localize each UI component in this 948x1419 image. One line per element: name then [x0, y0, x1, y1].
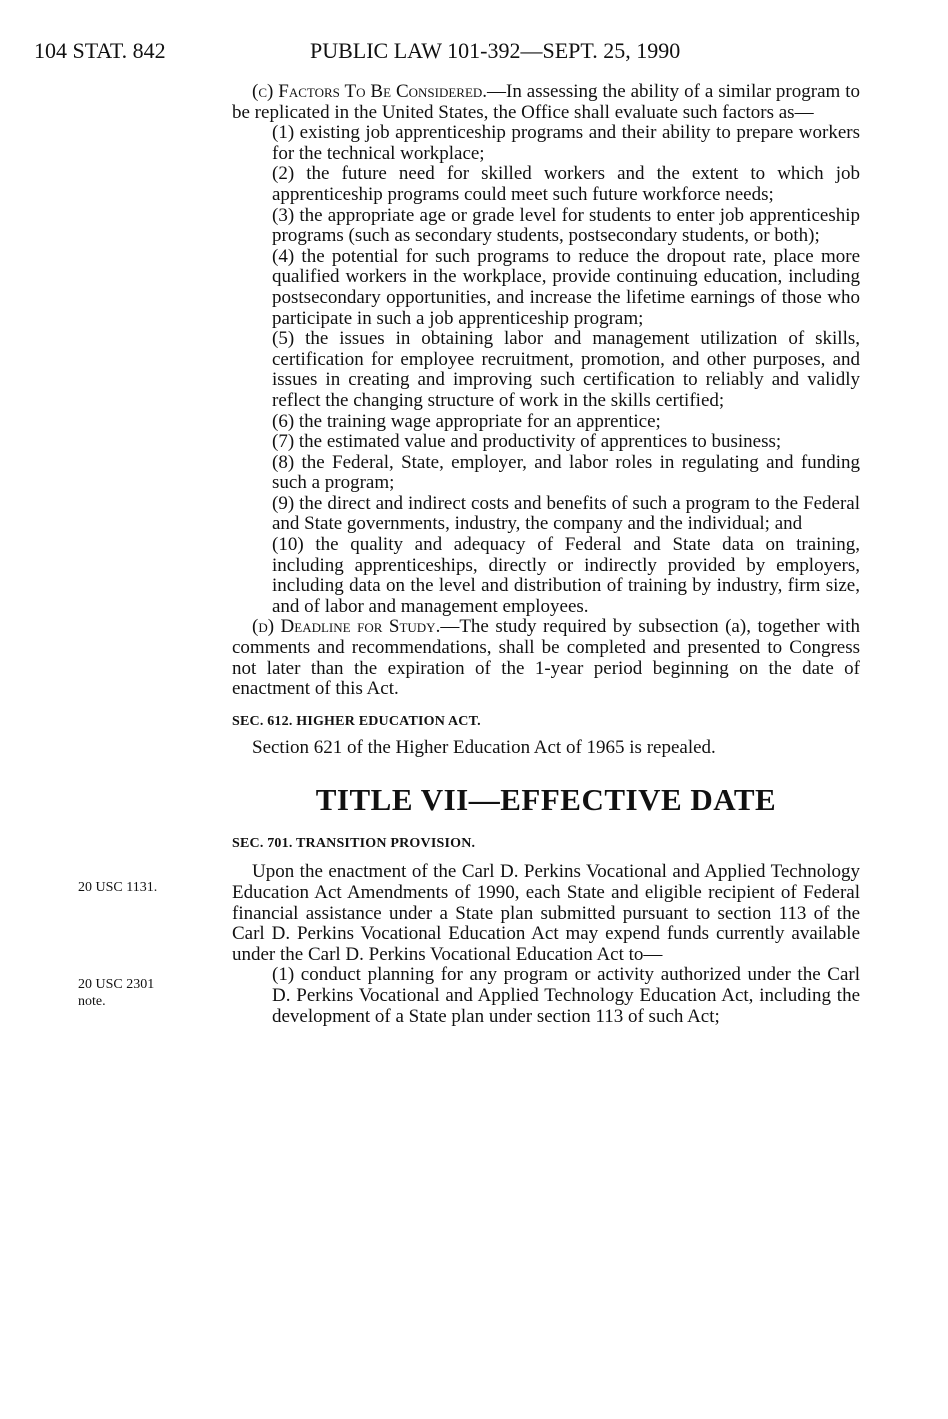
statute-page-number: 104 STAT. 842	[34, 38, 166, 63]
subsection-c	[232, 82, 860, 123]
page-header	[34, 36, 914, 66]
factor-item: (8) the Federal, State, employer, and labor roles in regulating and funding such a program;	[272, 451, 860, 494]
section-701-text: Upon the enactment of the Carl D. Perkins Vocational and Applied Technology Education Act Amendments of 1990, each State and eligible recipient of Federal financial assistance under a State plan submitted pursuant to section 113 of the Carl D. Perkins Vocational Education Act may expend funds currently available under the Carl D. Perkins Vocational Education Act to—	[232, 861, 860, 965]
title-vii-heading: TITLE VII—EFFECTIVE DATE	[315, 782, 777, 818]
subsection-d	[232, 617, 860, 699]
subsection-d-text: —The study required by subsection (a), together with comments and recommendations, shall be completed and presented to Congress not later than the expiration of the 1-year period beginning on the date of enactment of this Act.	[232, 616, 860, 700]
public-law-citation: PUBLIC LAW 101-392—SEPT. 25, 1990	[310, 38, 681, 63]
section-612-heading: SEC. 612. HIGHER EDUCATION ACT.	[232, 713, 481, 729]
body-text	[232, 82, 860, 1027]
margin-note-sec-612: 20 USC 1131.	[78, 880, 158, 895]
factor-item: (7) the estimated value and productivity of apprentices to business;	[272, 431, 782, 453]
subsection-c-label: (c) Factors To Be Considered.	[252, 81, 488, 102]
factor-item: (1) existing job apprenticeship programs and their ability to prepare workers for the technical workplace;	[272, 122, 860, 164]
factor-item: (3) the appropriate age or grade level for students to enter job apprenticeship programs (such as secondary students, postsecondary students, or both);	[272, 204, 860, 247]
factor-item: (6) the training wage appropriate for an apprentice;	[272, 410, 661, 432]
subsection-c-intro: —In assessing the ability of a similar program to be replicated in the United States, the Office shall evaluate such factors as—	[232, 81, 860, 123]
margin-note-line: 20 USC 2301	[78, 977, 155, 992]
transition-item: (1) conduct planning for any program or activity authorized under the Carl D. Perkins Vocational and Applied Technology Education Act, including the development of a State plan under section 113 of such Act;	[272, 964, 860, 1027]
margin-note-sec-701	[78, 976, 154, 1010]
factor-item: (2) the future need for skilled workers and the extent to which job apprenticeship programs could meet such future workforce needs;	[272, 163, 860, 205]
section-701-heading: SEC. 701. TRANSITION PROVISION.	[232, 836, 476, 852]
margin-note-line: note.	[78, 994, 106, 1009]
factor-item: (9) the direct and indirect costs and benefits of such a program to the Federal and State governments, industry, the company and the individual; and	[272, 492, 860, 535]
factor-item: (10) the quality and adequacy of Federal and State data on training, including apprenticeships, directly or indirectly provided by employers, including data on the level and distribution of training by industry, firm size, and of labor and management employees.	[272, 534, 860, 617]
factor-item: (4) the potential for such programs to reduce the dropout rate, place more qualified workers in the workplace, provide continuing education, including postsecondary opportunities, and increase the lifetime earnings of those who participate in such a job apprenticeship program;	[272, 245, 860, 329]
factor-item: (5) the issues in obtaining labor and management utilization of skills, certification for employee recruitment, promotion, and other purposes, and issues in creating and improving such certification to reliably and validly reflect the changing structure of work in the skills certified;	[272, 328, 860, 411]
section-612-text: Section 621 of the Higher Education Act of 1965 is repealed.	[252, 736, 716, 758]
subsection-d-label: (d) Deadline for Study.	[252, 616, 441, 638]
